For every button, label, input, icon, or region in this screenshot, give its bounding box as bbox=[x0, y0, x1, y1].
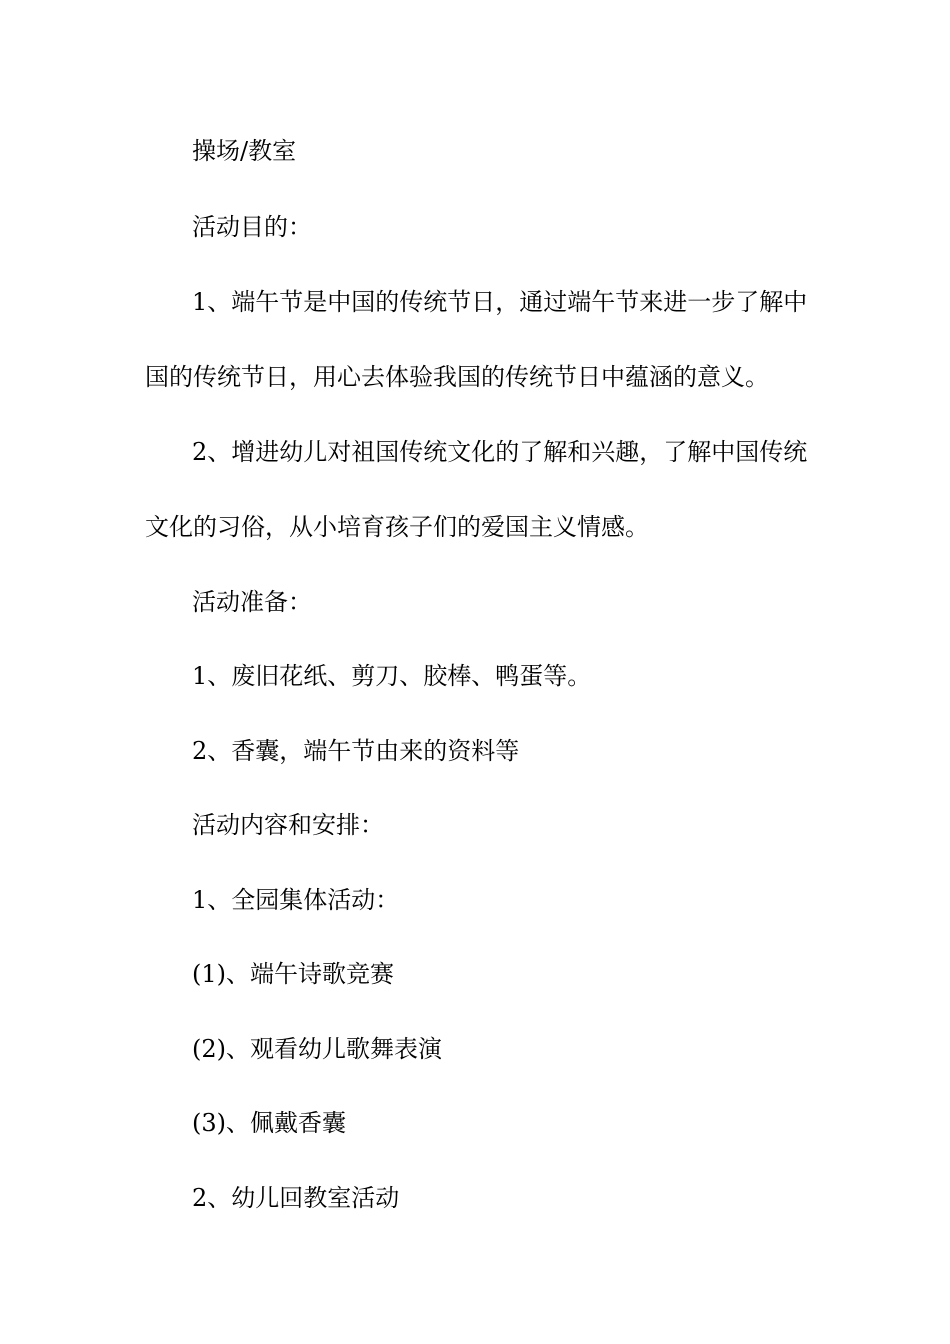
content-item-2: 2、幼儿回教室活动 bbox=[192, 1184, 400, 1212]
content-item-1: 1、全园集体活动： bbox=[192, 886, 400, 914]
venue-line: 操场/教室 bbox=[192, 137, 297, 165]
content-heading: 活动内容和安排： bbox=[192, 811, 384, 839]
preparation-item-1: 1、废旧花纸、剪刀、胶棒、鸭蛋等。 bbox=[192, 662, 592, 690]
preparation-heading: 活动准备： bbox=[192, 588, 312, 616]
preparation-item-2: 2、香囊，端午节由来的资料等 bbox=[192, 737, 520, 765]
objective-2-line-1: 2、增进幼儿对祖国传统文化的了解和兴趣，了解中国传统 bbox=[192, 438, 808, 466]
objective-2-line-2: 文化的习俗，从小培育孩子们的爱国主义情感。 bbox=[145, 513, 649, 541]
content-subitem-2: (2)、观看幼儿歌舞表演 bbox=[192, 1035, 442, 1063]
objectives-heading: 活动目的： bbox=[192, 213, 312, 241]
content-subitem-1: (1)、端午诗歌竞赛 bbox=[192, 960, 394, 988]
objective-1-line-1: 1、端午节是中国的传统节日，通过端午节来进一步了解中 bbox=[192, 288, 808, 316]
content-subitem-3: (3)、佩戴香囊 bbox=[192, 1109, 346, 1137]
objective-1-line-2: 国的传统节日，用心去体验我国的传统节日中蕴涵的意义。 bbox=[145, 363, 769, 391]
